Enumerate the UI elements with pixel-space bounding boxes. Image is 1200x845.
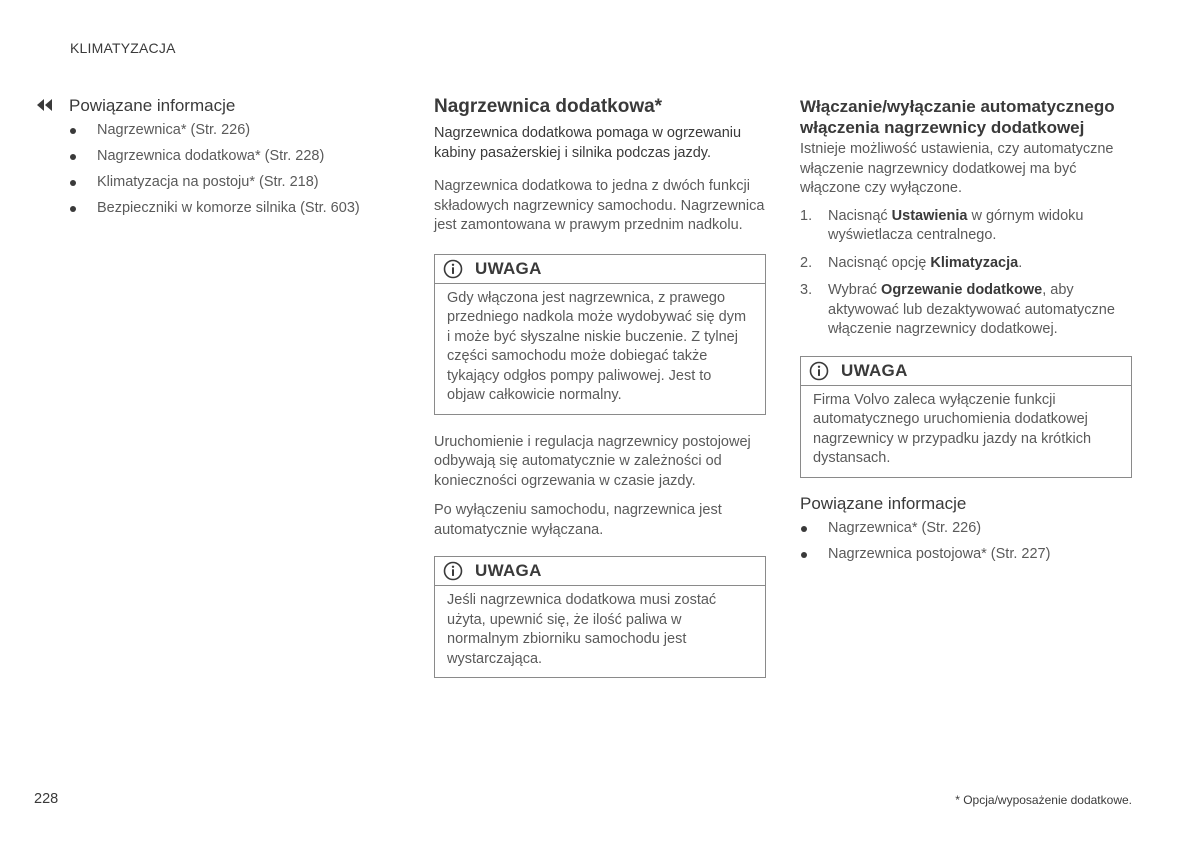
related-heading: Powiązane informacje bbox=[69, 96, 236, 115]
back-arrows-icon[interactable] bbox=[36, 98, 54, 112]
related-link[interactable]: Bezpieczniki w komorze silnika (Str. 603) bbox=[36, 198, 381, 218]
note-text: Gdy włączona jest nagrzewnica, z prawego przedniego nadkola może wydobywać się dym i może być słyszalne niskie buczenie. Z tylnej części samochodu może dobiegać także tykający odgłos pompy paliwowej. Jest to objaw całkowicie normalny. bbox=[447, 289, 747, 403]
article-paragraph: Po wyłączeniu samochodu, nagrzewnica jest automatycznie wyłączana. bbox=[434, 502, 722, 538]
bullet-icon bbox=[70, 154, 76, 160]
related-link[interactable]: Nagrzewnica* (Str. 226) bbox=[800, 518, 1132, 538]
subsection-title: Włączanie/wyłączanie automatycznego włączenia nagrzewnicy dodatkowej bbox=[800, 97, 1115, 137]
related-list bbox=[36, 120, 381, 218]
article-side bbox=[800, 96, 1132, 570]
info-icon bbox=[443, 561, 463, 581]
step-item: 1. Nacisnąć Ustawienia w górnym widoku wyświetlacza centralnego. bbox=[800, 207, 1084, 243]
article-title: Nagrzewnica dodatkowa* bbox=[434, 96, 663, 117]
note-label: UWAGA bbox=[475, 258, 542, 278]
related-list bbox=[800, 518, 1132, 564]
related-info-left bbox=[36, 96, 381, 224]
article-main bbox=[434, 96, 766, 696]
section-header: KLIMATYZACJA bbox=[70, 40, 176, 56]
note-label: UWAGA bbox=[841, 360, 908, 380]
related-link[interactable]: Nagrzewnica postojowa* (Str. 227) bbox=[800, 544, 1132, 564]
related-heading: Powiązane informacje bbox=[800, 493, 967, 513]
bullet-icon bbox=[70, 128, 76, 134]
article-paragraph: Uruchomienie i regulacja nagrzewnicy postojowej odbywają się automatycznie w zależności od konieczności ogrzewania w czasie jazdy. bbox=[434, 433, 751, 489]
page-number: 228 bbox=[34, 791, 59, 807]
note-text: Jeśli nagrzewnica dodatkowa musi zostać użyta, upewnić się, że ilość paliwa w normalnym zbiorniku samochodu jest wystarczająca. bbox=[447, 592, 717, 667]
bullet-icon bbox=[801, 526, 807, 532]
note-header bbox=[435, 255, 765, 284]
note-box bbox=[434, 556, 766, 678]
bullet-icon bbox=[801, 552, 807, 558]
note-text: Firma Volvo zaleca wyłączenie funkcji automatycznego uruchomienia dodatkowej nagrzewnicy w przypadku jazdy na krótkich dystansach. bbox=[813, 391, 1092, 466]
article-lead: Nagrzewnica dodatkowa pomaga w ogrzewaniu kabiny pasażerskiej i silnika podczas jazdy. bbox=[434, 125, 742, 161]
bullet-icon bbox=[70, 206, 76, 212]
footnote: * Opcja/wyposażenie dodatkowe. bbox=[955, 793, 1132, 807]
article-paragraph: Nagrzewnica dodatkowa to jedna z dwóch funkcji składowych nagrzewnicy samochodu. Nagrzewnica jest zamontowana w prawym przednim nadkolu. bbox=[434, 178, 765, 233]
related-link[interactable]: Klimatyzacja na postoju* (Str. 218) bbox=[36, 172, 381, 192]
note-box bbox=[434, 254, 766, 415]
step-item: 3. Wybrać Ogrzewanie dodatkowe, aby aktywować lub dezaktywować automatyczne włączenie nagrzewnicy dodatkowej. bbox=[800, 282, 1115, 337]
info-icon bbox=[443, 259, 463, 279]
note-header bbox=[435, 557, 765, 586]
note-label: UWAGA bbox=[475, 561, 542, 580]
related-link[interactable]: Nagrzewnica* (Str. 226) bbox=[36, 120, 381, 140]
bullet-icon bbox=[70, 180, 76, 186]
steps-list bbox=[800, 207, 1132, 340]
info-icon bbox=[809, 361, 829, 381]
related-link[interactable]: Nagrzewnica dodatkowa* (Str. 228) bbox=[36, 146, 381, 166]
step-item: 2. Nacisnąć opcję Klimatyzacja. bbox=[800, 254, 1023, 271]
subsection-intro: Istnieje możliwość ustawienia, czy automatyczne włączenie nagrzewnicy dodatkowej ma być włączone czy wyłączone. bbox=[800, 141, 1114, 196]
note-header bbox=[801, 357, 1131, 386]
note-box bbox=[800, 356, 1132, 478]
